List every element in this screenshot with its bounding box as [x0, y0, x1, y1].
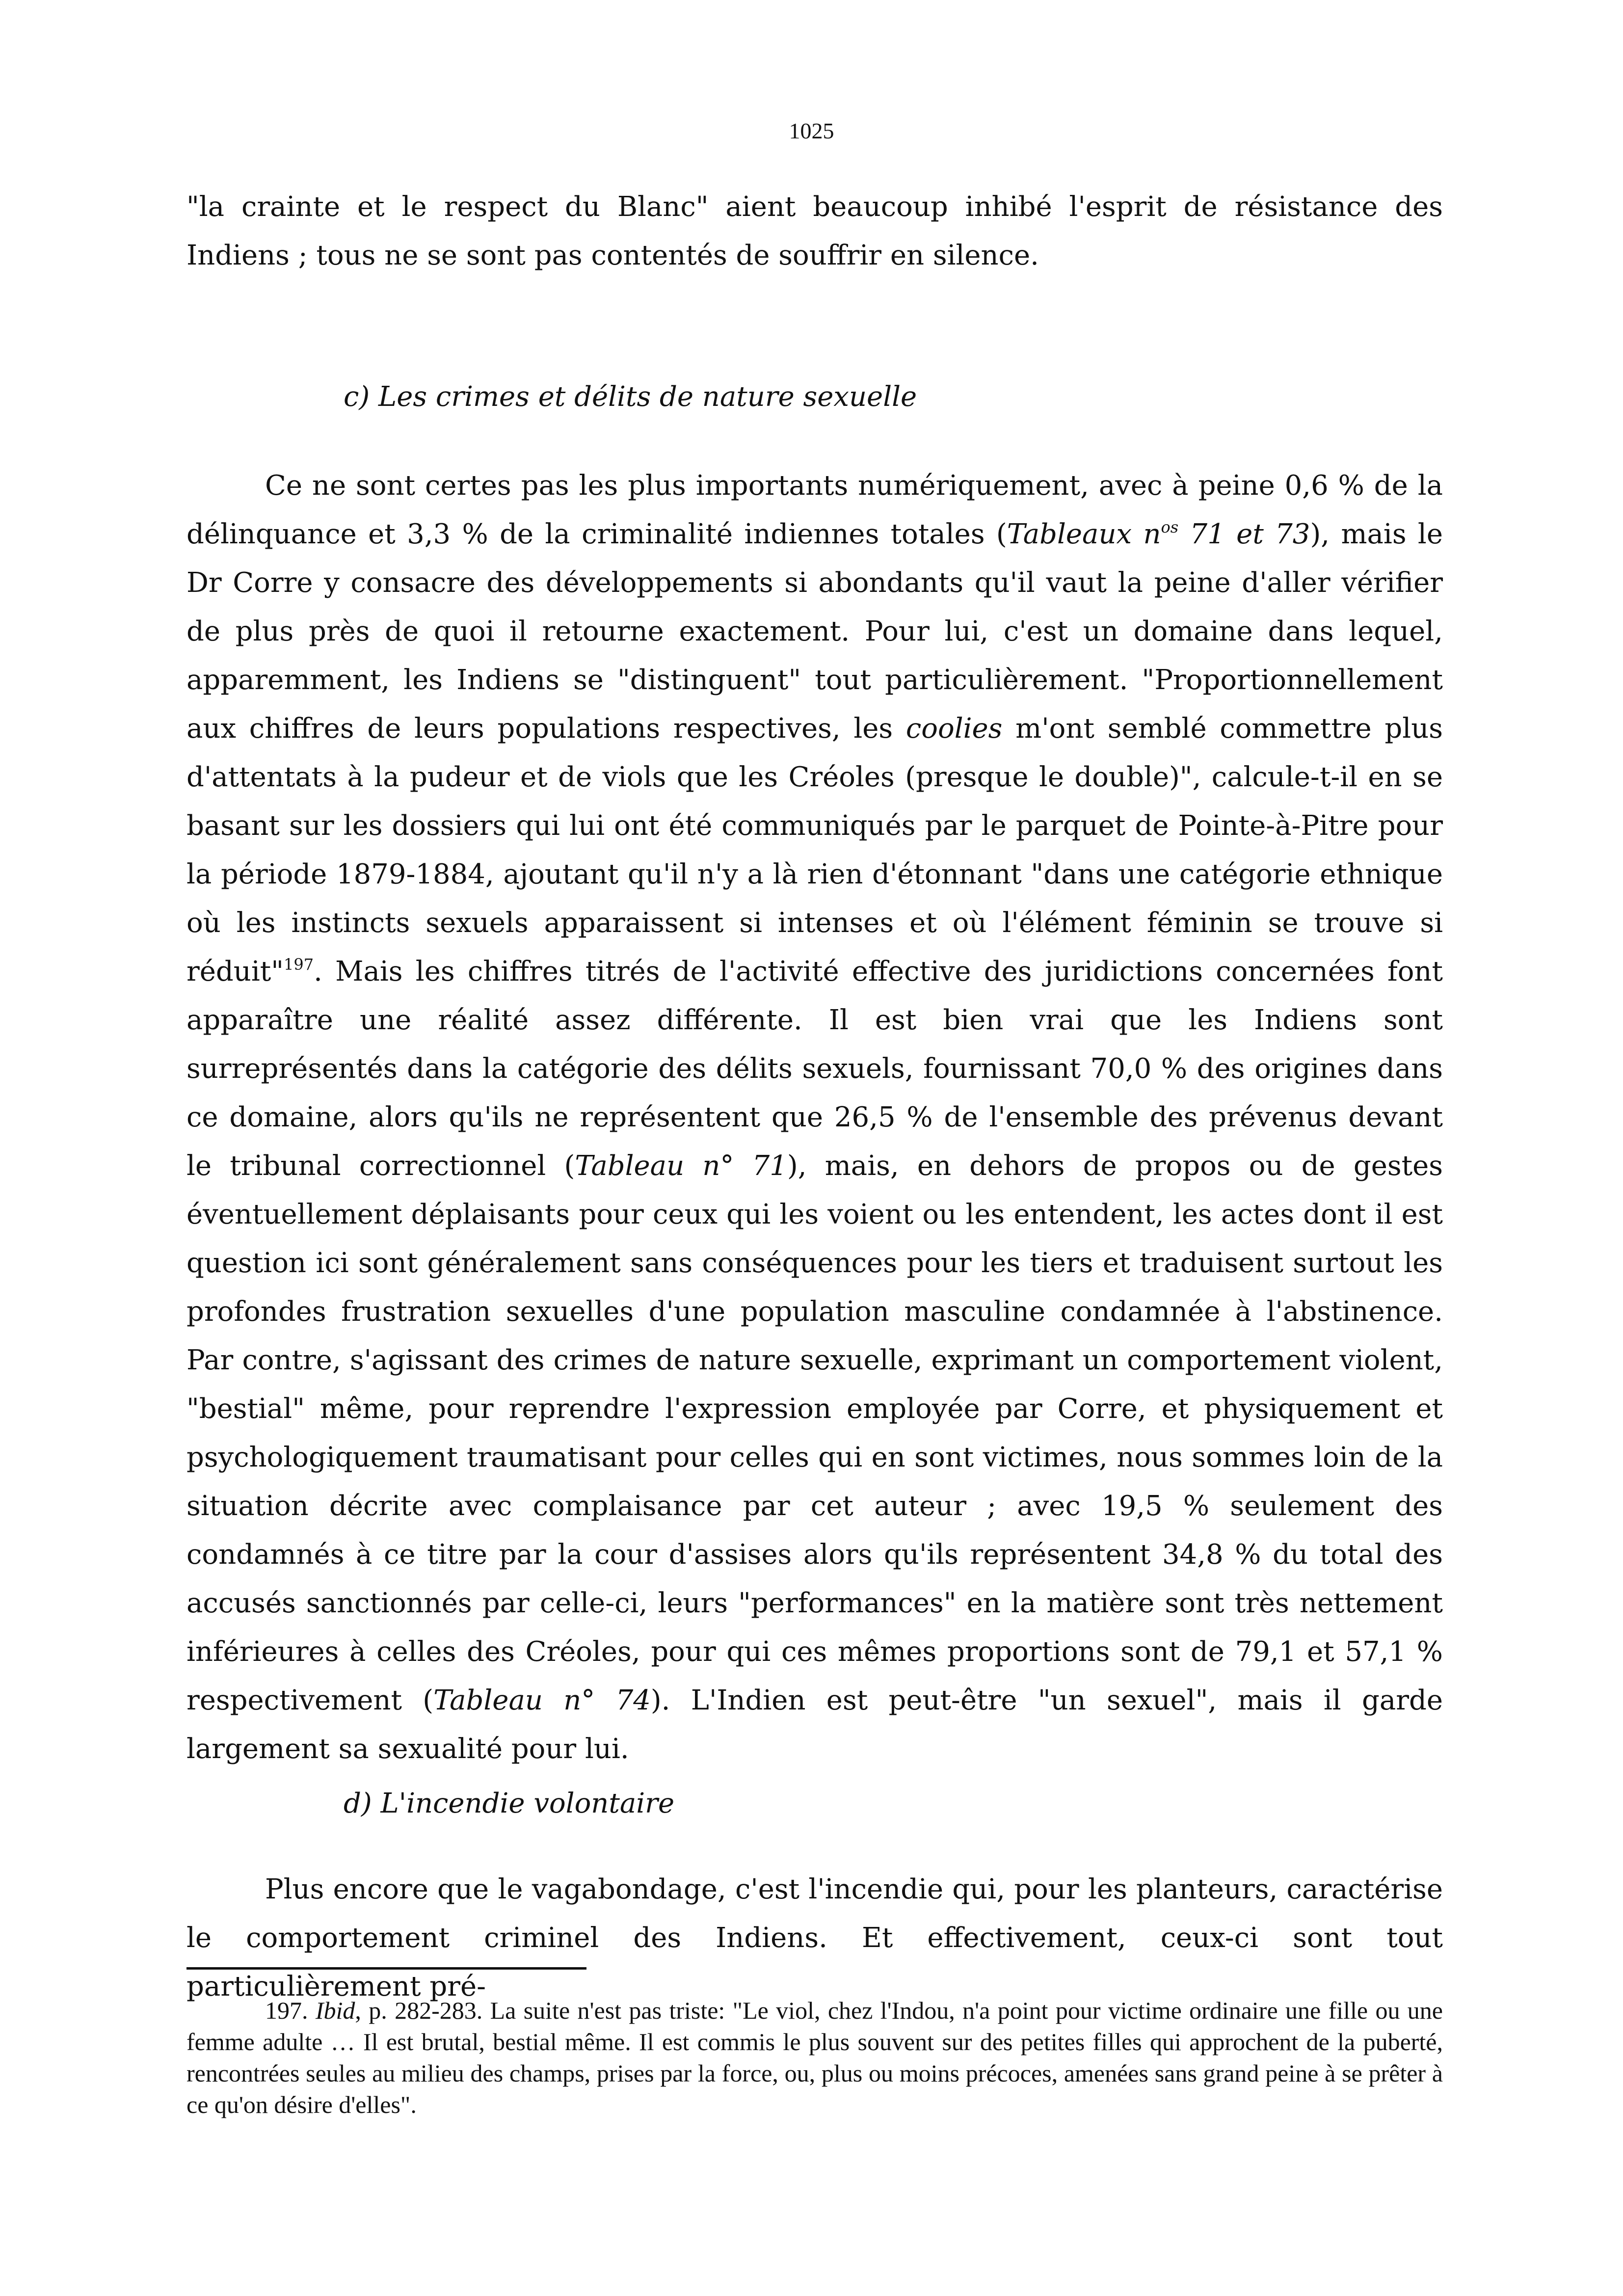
section-d-paragraph: Plus encore que le vagabondage, c'est l'incendie qui, pour les planteurs, caractérise le comportement criminel des Indiens. Et effectivement, ceux-ci sont tout particulièrement pré- — [186, 1873, 1443, 2002]
table-74-ref: Tableau n° 74 — [433, 1684, 651, 1716]
footnote-number: 197. — [265, 1997, 316, 2024]
footnote-ibid: Ibid — [315, 1997, 355, 2024]
text-run: ). L'Indien est peut-être "un sexuel", mais il garde largement sa sexualité pour lui. — [186, 1684, 1443, 1765]
intro-paragraph: "la crainte et le respect du Blanc" aient beaucoup inhibé l'esprit de résistance des Indiens ; tous ne se sont pas contentés de souffrir en silence. — [186, 191, 1443, 271]
footnote-text: , p. 282-283. La suite n'est pas triste: "Le viol, chez l'Indou, n'a point pour victime ordinaire une fille ou une femme adulte … Il est brutal, bestial même. Il est commis le plus souvent sur des petites filles qui approchent de la puberté, rencontrées seules au milieu des champs, prises par la force, ou, plus ou moins précoces, amenées sans grand peine à se prêter à ce qu'on désire d'elles". — [186, 1997, 1443, 2118]
intro-paragraph-block — [186, 183, 1443, 280]
section-c-body — [186, 461, 1443, 1773]
section-c-heading: c) Les crimes et délits de nature sexuelle — [344, 381, 917, 413]
table-71-ref: Tableau n° 71 — [575, 1150, 787, 1182]
page-number: 1025 — [789, 118, 834, 143]
coolies-term: coolies — [905, 713, 1003, 745]
section-d-heading: d) L'incendie volontaire — [344, 1788, 675, 1819]
footnote-ref[interactable]: 197 — [284, 955, 314, 974]
text-run: Ce ne sont certes pas les plus importants numériquement, avec à peine 0,6 % de la délinquance et 3,3 % de la criminalité indiennes totales ( — [186, 470, 1443, 550]
text-run: . Mais les chiffres titrés de l'activité effective des juridictions concernées font apparaître une réalité assez différente. Il est bien vrai que les Indiens sont surreprésentés dans la catégorie des délits sexuels, fournissant 70,0 % des origines dans ce domaine, alors qu'ils ne représentent que 26,5 % de l'ensemble des prévenus devant le tribunal correctionnel ( — [186, 956, 1443, 1182]
footnote-separator — [186, 1967, 586, 1970]
tables-ref: Tableaux $n^{os}$ 71 et 73 — [1007, 518, 1310, 550]
text-run: ), mais, en dehors de propos ou de gestes éventuellement déplaisants pour ceux qui les voient ou les entendent, les actes dont il est question ici sont généralement sans conséquences pour les tiers et traduisent surtout les profondes frustration sexuelles d'une population masculine condamnée à l'abstinence. Par contre, s'agissant des crimes de nature sexuelle, exprimant un comportement violent, "bestial" même, pour reprendre l'expression employée par Corre, et physiquement et psychologiquement traumatisant pour celles qui en sont victimes, nous sommes loin de la situation décrite avec complaisance par cet auteur ; avec 19,5 % seulement des condamnés à ce titre par la cour d'assises alors qu'ils représentent 34,8 % du total des accusés sanctionnés par celle-ci, leurs "performances" en la matière sont très nettement inférieures à celles des Créoles, pour qui ces mêmes proportions sont de 79,1 et 57,1 % respectivement ( — [186, 1150, 1443, 1716]
section-c-paragraph — [186, 461, 1443, 1773]
footnote-197 — [186, 1995, 1443, 2120]
text-run: ), mais le Dr Corre y consacre des développements si abondants qu'il vaut la peine d'aller vérifier de plus près de quoi il retourne exactement. Pour lui, c'est un domaine dans lequel, apparemment, les Indiens se "distinguent" tout particulièrement. "Proportionnellement aux chiffres de leurs populations respectives, les — [186, 518, 1443, 745]
text-run: m'ont semblé commettre plus d'attentats à la pudeur et de viols que les Créoles (presque le double)", calcule-t-il en se basant sur les dossiers qui lui ont été communiqués par le parquet de Pointe-à-Pitre pour la période 1879-1884, ajoutant qu'il n'y a là rien d'étonnant "dans une catégorie ethnique où les instincts sexuels apparaissent si intenses et où l'élément féminin se trouve si réduit" — [186, 713, 1443, 988]
section-d-body — [186, 1865, 1443, 2011]
